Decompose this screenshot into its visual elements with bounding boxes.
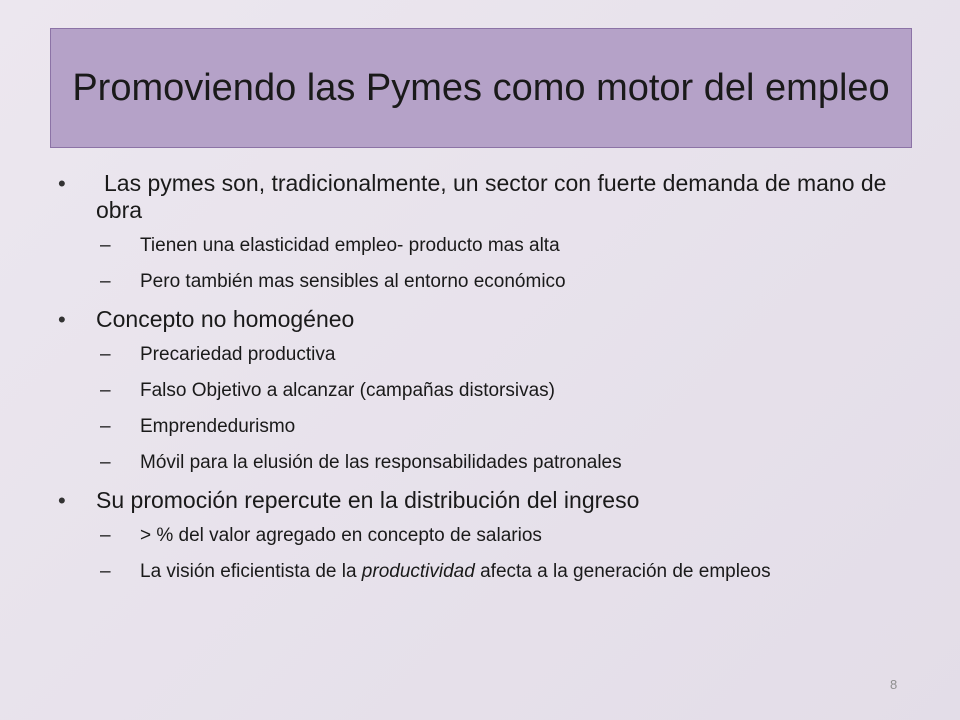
- bullet-text: Las pymes son, tradicionalmente, un sector con fuerte demanda de mano de obra: [96, 170, 887, 223]
- sub-bullet-item: [96, 234, 888, 257]
- dash-icon: –: [100, 271, 111, 292]
- bullet-text: Su promoción repercute en la distribución del ingreso: [96, 487, 640, 513]
- page-number: 8: [890, 677, 898, 692]
- sub-bullet-item: [96, 451, 888, 474]
- sub-bullet-text: Emprendedurismo: [140, 416, 296, 437]
- slide-title: Promoviendo las Pymes como motor del empleo: [72, 67, 890, 109]
- sub-bullet-text: Móvil para la elusión de las responsabilidades patronales: [140, 452, 622, 473]
- sub-bullet-item: [96, 270, 888, 293]
- sub-bullet-text: Falso Objetivo a alcanzar (campañas distorsivas): [140, 380, 556, 401]
- sub-bullet-item: [96, 560, 888, 583]
- sub-bullet-item: [96, 524, 888, 547]
- bullet-item-1: [58, 170, 888, 293]
- dash-icon: –: [100, 235, 111, 256]
- sub-bullet-list: [96, 343, 888, 474]
- sub-bullet-text-before: La visión eficientista de la: [140, 561, 362, 582]
- dash-icon: –: [100, 344, 111, 365]
- dash-icon: –: [100, 561, 111, 582]
- sub-bullet-item: [96, 379, 888, 402]
- bullet-item-3: [58, 487, 888, 583]
- slide-content: [58, 170, 888, 596]
- dash-icon: –: [100, 525, 111, 546]
- dash-icon: –: [100, 380, 111, 401]
- sub-bullet-text: Precariedad productiva: [140, 344, 336, 365]
- title-box: [50, 28, 912, 148]
- bullet-icon: •: [58, 488, 66, 513]
- bullet-icon: •: [58, 171, 66, 196]
- sub-bullet-item: [96, 415, 888, 438]
- sub-bullet-text: Tienen una elasticidad empleo- producto mas alta: [140, 235, 560, 256]
- sub-bullet-list: [96, 524, 888, 583]
- sub-bullet-text: > % del valor agregado en concepto de salarios: [140, 525, 542, 546]
- sub-bullet-text-after: afecta a la generación de empleos: [474, 561, 771, 582]
- bullet-icon: •: [58, 307, 66, 332]
- sub-bullet-text-italic: productividad: [361, 561, 475, 582]
- sub-bullet-list: [96, 234, 888, 293]
- bullet-item-2: [58, 306, 888, 474]
- dash-icon: –: [100, 416, 111, 437]
- sub-bullet-item: [96, 343, 888, 366]
- dash-icon: –: [100, 452, 111, 473]
- sub-bullet-text: Pero también mas sensibles al entorno económico: [140, 271, 566, 292]
- bullet-list: [58, 170, 888, 583]
- bullet-text: Concepto no homogéneo: [96, 306, 355, 332]
